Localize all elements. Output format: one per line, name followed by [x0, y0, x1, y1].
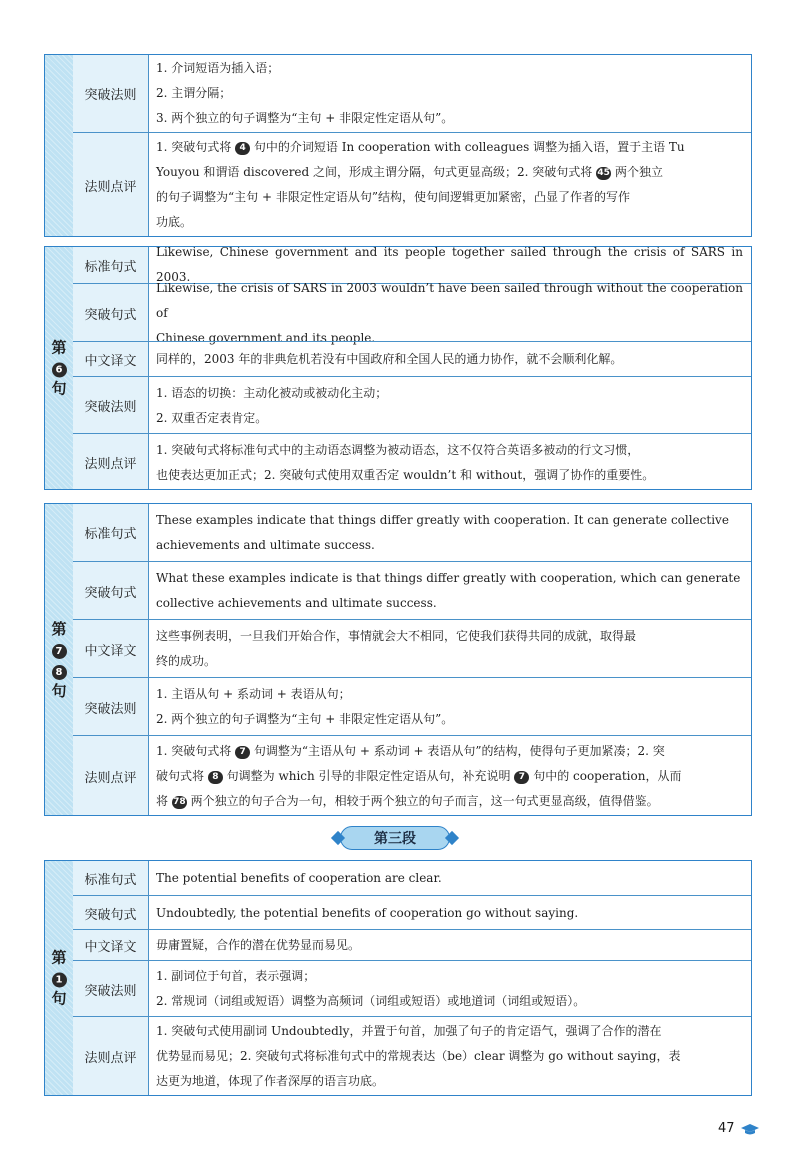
- row-translation: [73, 619, 751, 678]
- row-label: 中文译文: [73, 342, 149, 377]
- row-label: 突破法则: [73, 377, 149, 434]
- sentence-number: [45, 948, 73, 1009]
- row-comment: [73, 735, 751, 816]
- row-text: [149, 896, 751, 930]
- circled-number-marker: 1: [52, 973, 67, 988]
- row-label: 法则点评: [73, 736, 149, 816]
- text-line: achievements and ultimate success.: [156, 537, 375, 552]
- row-label: 突破句式: [73, 896, 149, 930]
- text-line: What these examples indicate is that things differ greatly with cooperation, which can generate: [156, 571, 741, 585]
- row-label: 中文译文: [73, 620, 149, 678]
- row-text: [149, 434, 751, 490]
- row-rule: [73, 677, 751, 736]
- row-breakthrough: [73, 280, 751, 345]
- sentence-number: [45, 619, 73, 701]
- text-line: Likewise, the crisis of SARS in 2003 wouldn’t have been sailed through without the cooperation of: [156, 280, 743, 320]
- row-text: [149, 504, 751, 561]
- circled-number-marker: 6: [52, 363, 67, 378]
- sequence-char: 第: [51, 948, 67, 967]
- graduation-cap-icon: [741, 1124, 759, 1136]
- row-text: [149, 620, 751, 678]
- text-line: 功底。: [156, 215, 193, 229]
- text-line: 3. 两个独立的句子调整为“主句 + 非限定性定语从句”。: [156, 111, 454, 125]
- sentence-number: [45, 338, 73, 399]
- text-line: Chinese government and its people.: [156, 330, 376, 345]
- row-text: [149, 861, 751, 895]
- text-line: 破句式将 8 句调整为 which 引导的非限定性定语从句，补充说明 7 句中的 cooperation，从而: [156, 768, 682, 783]
- text-line: 达更为地道，体现了作者深厚的语言功底。: [156, 1074, 385, 1088]
- text-line: Youyou 和谓语 discovered 之间，形成主谓分隔，句式更显高级；2. 突破句式将 45 两个独立: [156, 165, 663, 179]
- row-text: [149, 736, 751, 816]
- sequence-circle: [45, 639, 73, 660]
- block-sentence-1: [44, 860, 752, 1096]
- text-line: Likewise, Chinese government and its people together sailed through the crisis of SARS in 2003.: [156, 246, 743, 284]
- row-text: [149, 678, 751, 736]
- row-label: 法则点评: [73, 1017, 149, 1096]
- text-line: Undoubtedly, the potential benefits of cooperation go without saying.: [156, 905, 579, 920]
- block-sentence-6: [44, 246, 752, 490]
- text-line: 1. 突破句式使用副词 Undoubtedly，并置于句首，加强了句子的肯定语气，强调了合作的潜在: [156, 1024, 662, 1038]
- text-line: 2. 常规词（词组或短语）调整为高频词（词组或短语）或地道词（词组或短语）。: [156, 994, 586, 1008]
- row-label: 法则点评: [73, 434, 149, 490]
- row-label: 中文译文: [73, 930, 149, 961]
- text-line: 优势显而易见；2. 突破句式将标准句式中的常规表达（be）clear 调整为 go without saying，表: [156, 1049, 681, 1063]
- side-band: [45, 504, 74, 815]
- row-breakthrough: [73, 561, 751, 620]
- text-line: 毋庸置疑，合作的潜在优势显而易见。: [156, 938, 361, 952]
- side-band: [45, 55, 74, 236]
- block-sentence-continued: [44, 54, 752, 237]
- side-band: [45, 247, 74, 489]
- row-standard: [73, 861, 751, 895]
- circled-number-marker: 4: [235, 142, 250, 155]
- row-text: [149, 961, 751, 1017]
- row-text: [149, 377, 751, 434]
- row-text: [149, 133, 751, 237]
- row-label: 突破句式: [73, 562, 149, 620]
- text-line: 这些事例表明，一旦我们开始合作，事情就会大不相同，它使我们获得共同的成就，取得最: [156, 629, 637, 643]
- text-line: The potential benefits of cooperation are clear.: [156, 870, 442, 885]
- row-label: 法则点评: [73, 133, 149, 237]
- sequence-char: 句: [51, 379, 67, 398]
- text-line: 1. 副词位于句首，表示强调；: [156, 969, 316, 983]
- text-line: 的句子调整为“主句 + 非限定性定语从句”结构，使句间逻辑更加紧密，凸显了作者的写作: [156, 190, 630, 204]
- sequence-char: 句: [51, 681, 67, 700]
- row-translation: [73, 341, 751, 377]
- row-text: [149, 280, 751, 345]
- row-label: 突破句式: [73, 284, 149, 342]
- text-line: 同样的，2003 年的非典危机若没有中国政府和全国人民的通力协作，就不会顺利化解。: [156, 352, 623, 366]
- row-standard: [73, 504, 751, 561]
- section-heading: 第三段: [340, 826, 450, 850]
- circled-number-marker: 7: [235, 746, 250, 759]
- row-label: 标准句式: [73, 861, 149, 895]
- row-breakthrough: [73, 895, 751, 930]
- row-label: 突破法则: [73, 55, 149, 132]
- row-rule: [73, 960, 751, 1017]
- text-line: 1. 介词短语为插入语；: [156, 61, 280, 75]
- page-number: 47: [718, 1121, 735, 1136]
- text-line: 1. 语态的切换：主动化被动或被动化主动；: [156, 385, 388, 400]
- row-label: 标准句式: [73, 504, 149, 561]
- text-line: 1. 突破句式将标准句式中的主动语态调整为被动语态，这不仅符合英语多被动的行文习惯，: [156, 442, 640, 457]
- text-line: 终的成功。: [156, 654, 217, 668]
- text-line: 1. 突破句式将 4 句中的介词短语 In cooperation with colleagues 调整为插入语，置于主语 Tu: [156, 140, 685, 154]
- text-line: collective achievements and ultimate success.: [156, 596, 437, 610]
- text-line: These examples indicate that things differ greatly with cooperation. It can generate collective: [156, 512, 729, 527]
- sequence-char: 句: [51, 989, 67, 1008]
- row-text: [149, 930, 751, 961]
- text-line: 2. 主谓分隔；: [156, 86, 232, 100]
- sequence-circle: [45, 968, 73, 989]
- row-label: 突破法则: [73, 678, 149, 736]
- text-line: 2. 两个独立的句子调整为“主句 + 非限定性定语从句”。: [156, 712, 454, 726]
- text-line: 1. 突破句式将 7 句调整为“主语从句 + 系动词 + 表语从句”的结构，使得句子更加紧凑；2. 突: [156, 743, 665, 758]
- row-text: [149, 562, 751, 620]
- row-comment: [73, 132, 751, 237]
- block-sentence-7-8: [44, 503, 752, 816]
- circled-number-marker: 78: [173, 796, 186, 807]
- row-text: [149, 55, 751, 132]
- circled-number-marker: 8: [208, 771, 223, 784]
- text-line: 2. 双重否定表肯定。: [156, 410, 268, 425]
- row-label: 标准句式: [73, 247, 149, 283]
- row-comment: [73, 433, 751, 490]
- text-line: 也使表达更加正式；2. 突破句式使用双重否定 wouldn’t 和 without，强调了协作的重要性。: [156, 467, 655, 482]
- sequence-char: 第: [51, 338, 67, 357]
- row-rule: [73, 55, 751, 132]
- row-rule: [73, 376, 751, 434]
- text-line: 1. 主语从句 + 系动词 + 表语从句；: [156, 687, 351, 701]
- side-band: [45, 861, 74, 1095]
- circled-number-marker: 8: [52, 665, 67, 680]
- text-line: 将 78 两个独立的句子合为一句，相较于两个独立的句子而言，这一句式更显高级，值得借鉴。: [156, 793, 659, 808]
- sequence-char: 第: [51, 619, 67, 638]
- circled-number-marker: 7: [52, 644, 67, 659]
- row-comment: [73, 1016, 751, 1096]
- row-text: [149, 342, 751, 377]
- sequence-circle: [45, 660, 73, 681]
- sequence-circle: [45, 358, 73, 379]
- circled-number-marker: 7: [514, 771, 529, 784]
- row-text: [149, 1017, 751, 1096]
- circled-number-marker: 45: [597, 168, 610, 178]
- row-label: 突破法则: [73, 961, 149, 1017]
- row-translation: [73, 929, 751, 961]
